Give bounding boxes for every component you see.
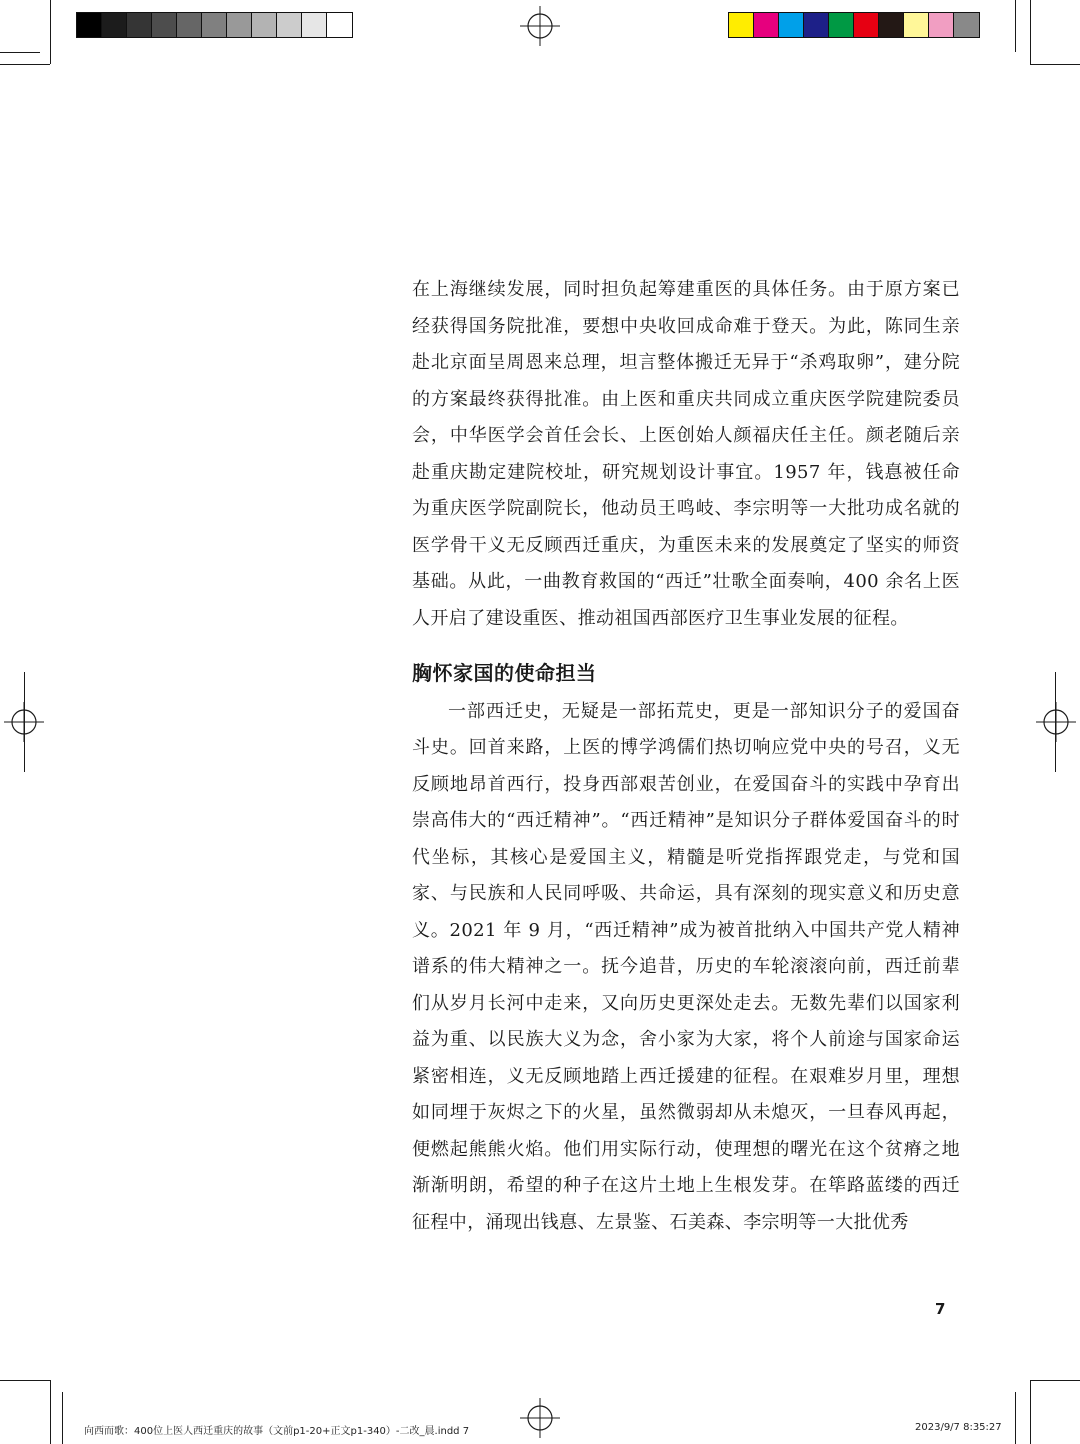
paragraph: 一部西迁史，无疑是一部拓荒史，更是一部知识分子的爱国奋斗史。回首来路，上医的博学鸿儒们热切响应党中央的号召，义无反顾地昂首西行，投身西部艰苦创业，在爱国奋斗的实践中孕育出崇高伟大的“西迁精神”。“西迁精神”是知识分子群体爱国奋斗的时代坐标，其核心是爱国主义，精髓是听党指挥跟党走，与党和国家、与民族和人民同呼吸、共命运，具有深刻的现实意义和历史意义。2021 年 9 月，“西迁精神”成为被首批纳入中国共产党人精神谱系的伟大精神之一。抚今追昔，历史的车轮滚滚向前，西迁前辈们从岁月长河中走来，又向历史更深处走去。无数先辈们以国家利益为重、以民族大义为念，舍小家为大家，将个人前途与国家命运紧密相连，义无反顾地踏上西迁援建的征程。在艰难岁月里，理想如同埋于灰烬之下的火星，虽然微弱却从未熄灭，一旦春风再起，便燃起熊熊火焰。他们用实际行动，使理想的曙光在这个贫瘠之地渐渐明朗，希望的种子在这片土地上生根发芽。在筚路蓝缕的西迁征程中，涌现出钱惪、左景鉴、石美森、李宗明等一大批优秀 [412, 700, 960, 1233]
crop-mark [62, 1392, 63, 1444]
color-swatch [102, 13, 127, 37]
page-number: 7 [935, 1300, 946, 1318]
grayscale-color-bar [76, 12, 353, 38]
color-swatch [729, 13, 754, 37]
crop-mark [0, 52, 40, 53]
color-swatch [904, 13, 929, 37]
color-swatch [804, 13, 829, 37]
crop-mark [1015, 0, 1016, 52]
color-swatch [77, 13, 102, 37]
color-swatch [177, 13, 202, 37]
crop-mark [0, 64, 50, 65]
color-swatch [302, 13, 327, 37]
color-swatch [854, 13, 879, 37]
crop-mark [0, 1380, 50, 1381]
registration-mark-icon [1036, 702, 1076, 742]
crop-mark [1030, 1380, 1031, 1444]
crop-mark [1030, 1380, 1080, 1381]
color-swatch [327, 13, 352, 37]
crop-mark [24, 672, 25, 772]
color-swatch [227, 13, 252, 37]
color-swatch [127, 13, 152, 37]
color-swatch [152, 13, 177, 37]
process-color-bar [728, 12, 980, 38]
crop-mark [1030, 0, 1031, 64]
color-swatch [754, 13, 779, 37]
color-swatch [829, 13, 854, 37]
section-heading: 胸怀家国的使命担当 [412, 661, 597, 685]
color-swatch [879, 13, 904, 37]
color-swatch [929, 13, 954, 37]
slug-timestamp: 2023/9/7 8:35:27 [915, 1422, 1002, 1433]
color-swatch [202, 13, 227, 37]
registration-mark-icon [520, 1398, 560, 1438]
slug-file-info: 向西而歌：400位上医人西迁重庆的故事（文前p1-20+正文p1-340）-二改_晨.indd 7 [84, 1426, 470, 1437]
color-swatch [277, 13, 302, 37]
crop-mark [1015, 1392, 1016, 1444]
color-swatch [252, 13, 277, 37]
crop-mark [1030, 64, 1080, 65]
crop-mark [1055, 672, 1056, 772]
color-swatch [954, 13, 979, 37]
color-swatch [779, 13, 804, 37]
paragraph: 在上海继续发展，同时担负起筹建重医的具体任务。由于原方案已经获得国务院批准，要想中央收回成命难于登天。为此，陈同生亲赴北京面呈周恩来总理，坦言整体搬迁无异于“杀鸡取卵”，建分院的方案最终获得批准。由上医和重庆共同成立重庆医学院建院委员会，中华医学会首任会长、上医创始人颜福庆任主任。颜老随后亲赴重庆勘定建院校址，研究规划设计事宜。1957 年，钱惪被任命为重庆医学院副院长，他动员王鸣岐、李宗明等一大批功成名就的医学骨干义无反顾西迁重庆，为重医未来的发展奠定了坚实的师资基础。从此，一曲教育救国的“西迁”壮歌全面奏响，400 余名上医人开启了建设重医、推动祖国西部医疗卫生事业发展的征程。 [412, 279, 960, 629]
crop-mark [50, 1380, 51, 1444]
crop-mark [50, 0, 51, 64]
body-text [412, 272, 960, 1241]
registration-mark-icon [520, 6, 560, 46]
